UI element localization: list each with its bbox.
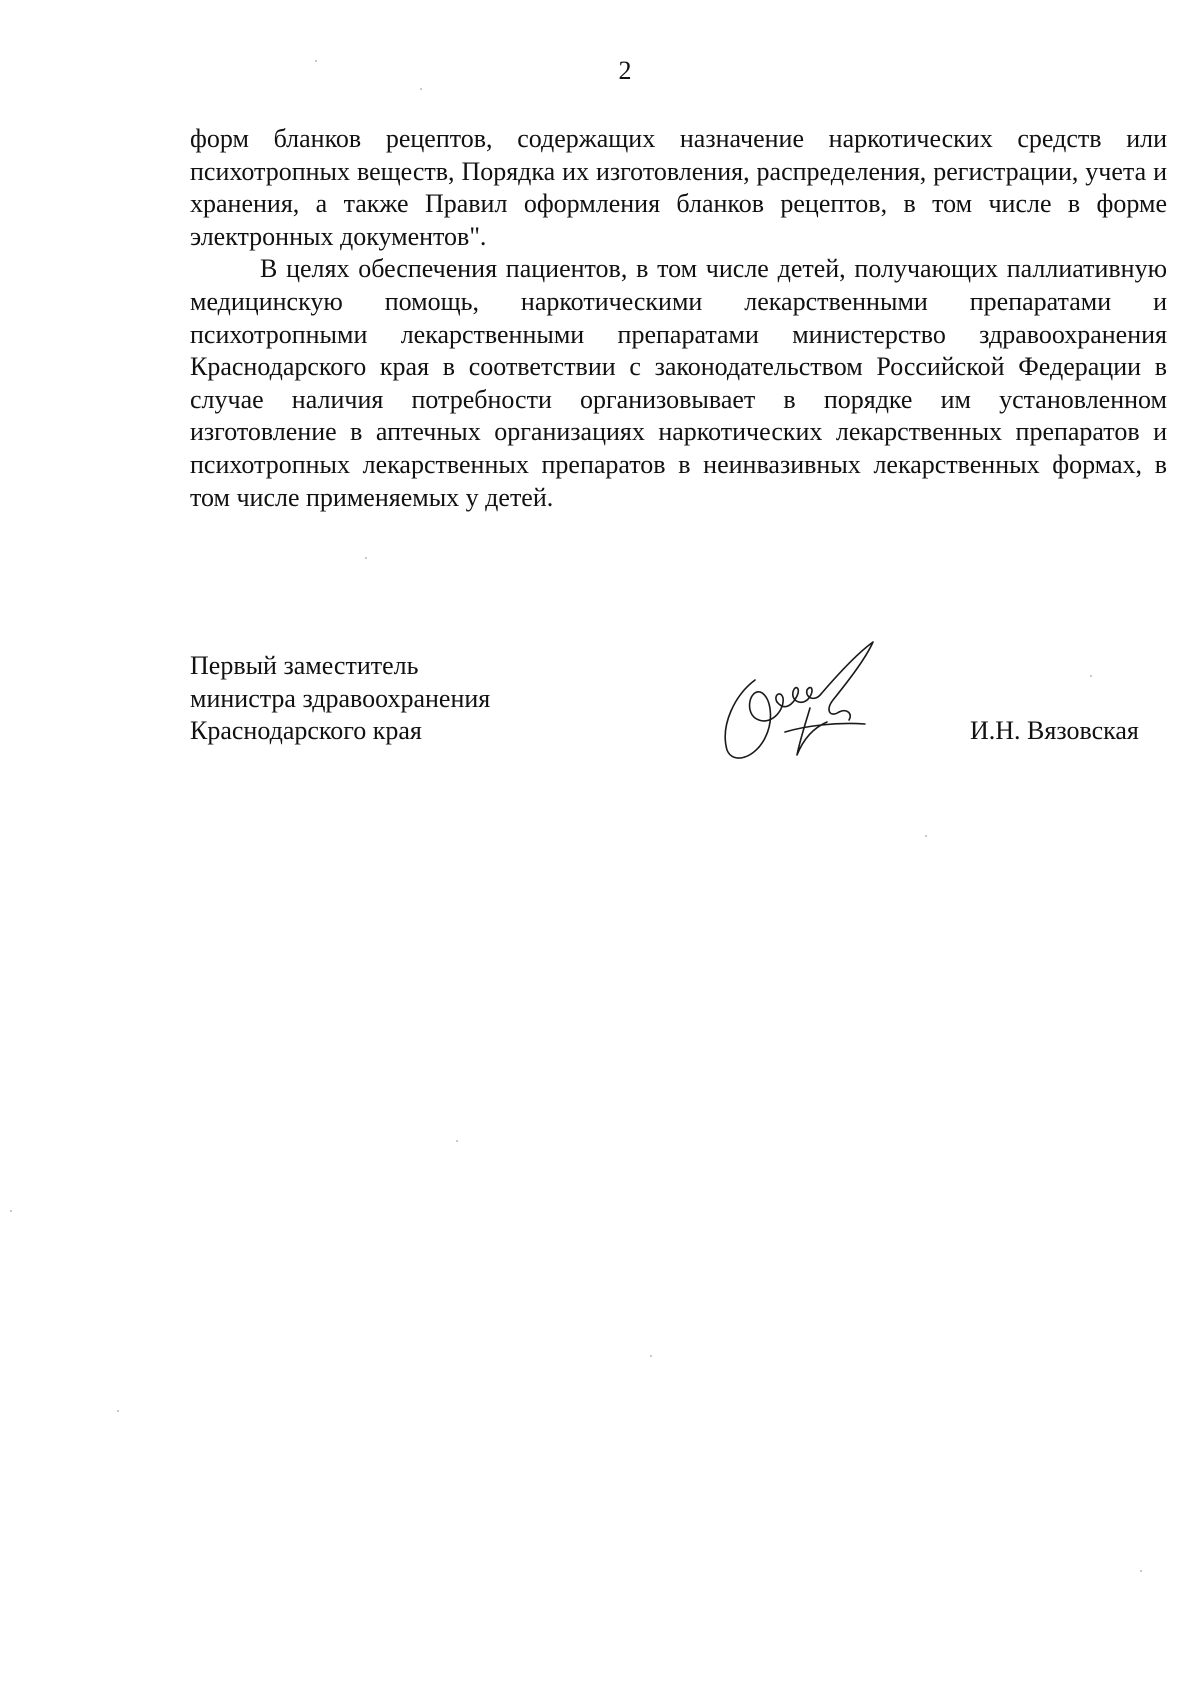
page-number: 2 — [618, 56, 632, 85]
paragraph-continuation: форм бланков рецептов, содержащих назначение наркотических средств или психотропных веществ, Порядка их изготовления, распределения, регистрации, учета и хранения, а также Правил оформления бланков рецептов, в том числе в форме электронных документов". — [190, 124, 1167, 251]
scan-speck — [420, 88, 422, 90]
scan-speck — [117, 1410, 119, 1412]
scan-speck — [315, 60, 317, 62]
signatory-name: И.Н. Вязовская — [970, 716, 1139, 745]
body-text — [190, 123, 1167, 514]
scan-speck — [650, 1355, 652, 1357]
scan-speck — [1140, 1570, 1142, 1572]
scan-speck — [925, 835, 927, 837]
scan-speck — [456, 1140, 458, 1142]
paragraph-main: В целях обеспечения пациентов, в том числе детей, получающих паллиативную медицинскую помощь, наркотическими лекарственными препаратами и психотропными лекарственными препаратами министерство здравоохранения Краснодарского края в соответствии с законодательством Российской Федерации в случае наличия потребности организовывает в порядке им установленном изготовление в аптечных организациях наркотических лекарственных препаратов и психотропных лекарственных препаратов в неинвазивных лекарственных формах, в том числе применяемых у детей. — [190, 254, 1167, 512]
signatory-position-line: Первый заместитель — [190, 651, 419, 680]
signatory-position-line: министра здравоохранения — [190, 683, 491, 713]
scan-speck — [365, 557, 367, 559]
signatory-position — [190, 650, 750, 748]
handwritten-signature — [715, 640, 905, 770]
scan-speck — [1090, 675, 1092, 677]
scan-speck — [10, 1210, 12, 1212]
signatory-position-line: Краснодарского края — [190, 716, 422, 746]
